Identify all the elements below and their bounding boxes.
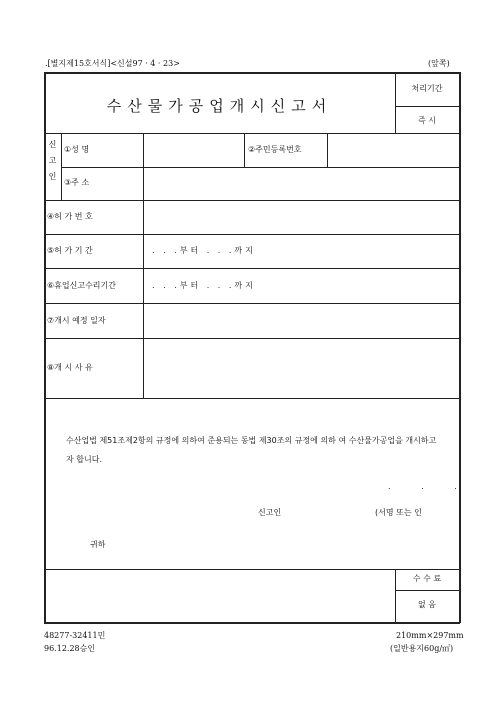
form-title: 수산물가공업개시신고서	[106, 97, 333, 115]
declaration-text: 수산업법 제51조제2항의 규정에 의하여 준용되는 동법 제30조의 규정에 의하 여 수산물가공업을 개시하고자 합니다.	[66, 436, 437, 464]
addressee-label: 귀하	[90, 540, 106, 549]
page-side-label: (앞쪽)	[428, 59, 450, 68]
paper-type: (일반용지60g/㎡)	[390, 644, 454, 653]
closure-acceptance-period-field[interactable]: . . .부터 . . .까지	[152, 281, 256, 290]
closure-acceptance-period-label: ⑥휴업신고수리기간	[47, 281, 116, 290]
signature-note: (서명 또는 인	[375, 508, 422, 517]
paper-size: 210mm×297mm	[396, 631, 464, 640]
applicant-group-label: 신 고 인	[48, 140, 57, 181]
start-reason-label: ⑧개 시 사 유	[47, 363, 93, 372]
name-label: ①성 명	[64, 145, 90, 154]
form-reference: .[별지제15호서식]<신설97 · 4 · 23>	[45, 59, 180, 68]
fee-label: 수 수 료	[412, 574, 442, 583]
reporter-label: 신고인	[258, 508, 282, 517]
form-code: 48277-32411민	[44, 631, 106, 640]
processing-period-value: 즉 시	[418, 116, 436, 125]
permit-period-label: ⑤허 가 기 간	[47, 246, 93, 255]
start-date-label: ⑦개시 예정 일자	[47, 316, 106, 325]
processing-period-label: 처리기간	[411, 84, 443, 93]
approval-date: 96.12.28승인	[44, 644, 96, 653]
fee-value: 없 음	[418, 600, 436, 609]
resident-number-label: ②주민등록번호	[248, 145, 302, 154]
permit-period-field[interactable]: . . .부터 . . .까지	[152, 246, 256, 255]
declaration-date[interactable]: . . .	[388, 482, 471, 491]
address-label: ③주 소	[64, 178, 90, 187]
permit-number-label: ④허 가 번 호	[47, 212, 93, 221]
